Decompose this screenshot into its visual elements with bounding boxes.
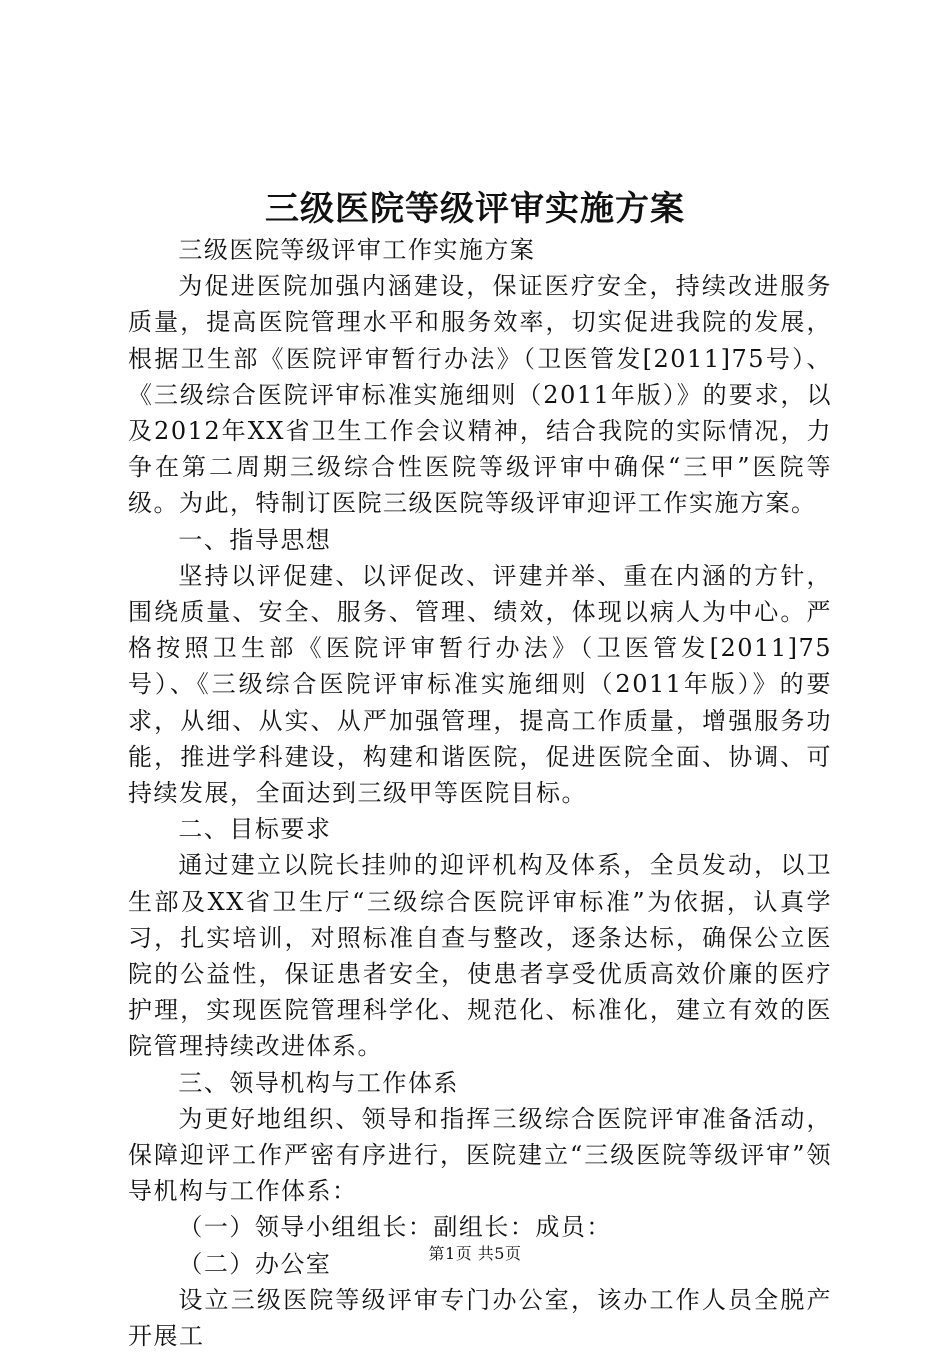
paragraph-guiding-ideology: 坚持以评促建、以评促改、评建并举、重在内涵的方针，围绕质量、安全、服务、管理、绩效，体现以病人为中心。严格按照卫生部《医院评审暂行办法》（卫医管发[2011]75号）、《三级综合医院评审标准实施细则（2011年版）》的要求，从细、从实、从严加强管理，提高工作质量，增强服务功能，推进学科建设，构建和谐医院，促进医院全面、协调、可持续发展，全面达到三级甲等医院目标。 [128, 561, 832, 808]
paragraph-subtitle: 三级医院等级评审工作实施方案 [178, 236, 536, 264]
paragraph-intro: 为促进医院加强内涵建设，保证医疗安全，持续改进服务质量，提高医院管理水平和服务效率，切实促进我院的发展，根据卫生部《医院评审暂行办法》（卫医管发[2011]75号）、《三级综合医院评审标准实施细则（2011年版）》的要求，以及2012年XX省卫生工作会议精神，结合我院的实际情况，力争在第二周期三级综合性医院等级评审中确保“三甲”医院等级。为此，特制订医院三级医院等级评审迎评工作实施方案。 [128, 272, 832, 518]
page-footer: 第1页 共5页 [428, 1244, 522, 1263]
heading-leadership: 三、领导机构与工作体系 [178, 1068, 459, 1097]
document-title: 三级医院等级评审实施方案 [265, 189, 685, 229]
document-body [128, 232, 832, 1354]
paragraph-leadership: 为更好地组织、领导和指挥三级综合医院评审准备活动，保障迎评工作严密有序进行，医院建立“三级医院等级评审”领导机构与工作体系： [128, 1104, 832, 1206]
heading-guiding-ideology: 一、指导思想 [178, 525, 332, 554]
paragraph-office: 设立三级医院等级评审专门办公室，该办工作人员全脱产开展工 [128, 1285, 832, 1351]
paragraph-objectives: 通过建立以院长挂帅的迎评机构及体系，全员发动，以卫生部及XX省卫生厅“三级综合医院评审标准”为依据，认真学习，扎实培训，对照标准自查与整改，逐条达标，确保公立医院的公益性，保证患者安全，使患者享受优质高效价廉的医疗护理，实现医院管理科学化、规范化、标准化，建立有效的医院管理持续改进体系。 [128, 851, 832, 1061]
heading-objectives: 二、目标要求 [178, 815, 332, 844]
subheading-office: （二）办公室 [178, 1249, 332, 1278]
subheading-leading-group: （一）领导小组组长：副组长：成员： [178, 1213, 612, 1242]
